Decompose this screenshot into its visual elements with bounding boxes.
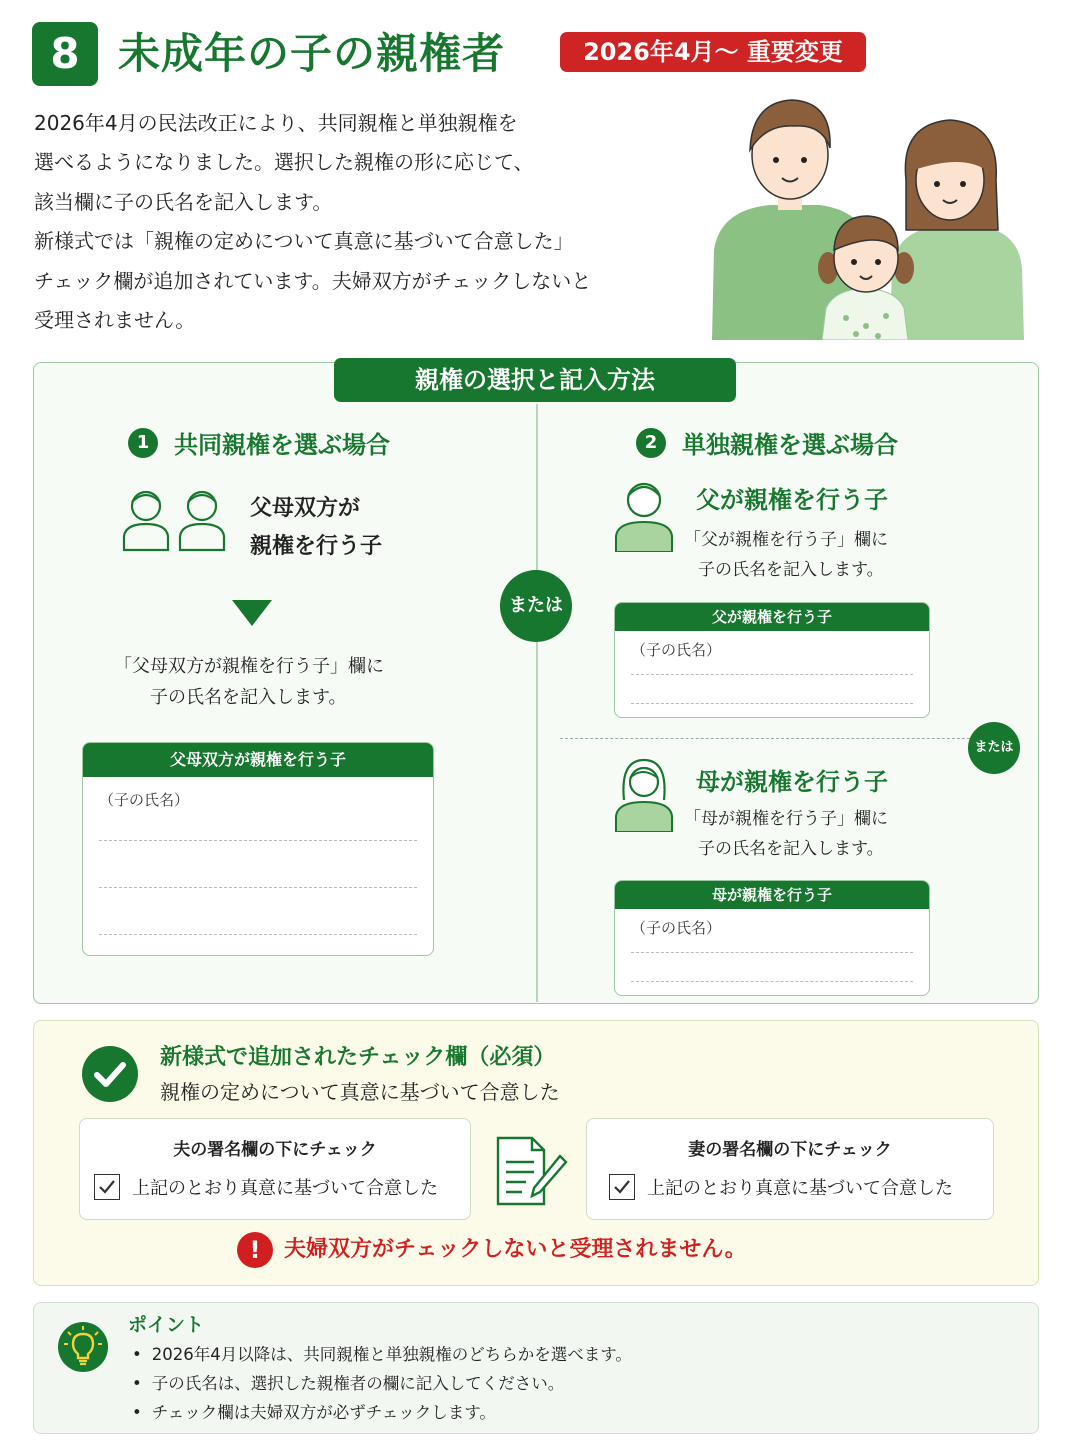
wife-check-title: 妻の署名欄の下にチェック [688,1140,892,1160]
child-name-line[interactable] [631,981,913,982]
form-title: 父が親権を行う子 [615,603,929,631]
note-line: 「父母双方が親権を行う子」欄に [114,656,384,677]
husband-agree-checkbox[interactable] [94,1174,120,1200]
warning-icon: ! [237,1232,273,1268]
joint-note [114,651,384,713]
note-line: 子の氏名を記入します。 [150,687,347,708]
dashed-divider [560,738,990,739]
checkmark-icon [82,1046,138,1102]
or-badge: または [968,722,1020,774]
father-icon [612,474,676,552]
divider [536,404,538,1002]
wife-agree-checkbox[interactable] [609,1174,635,1200]
selection-heading: 親権の選択と記入方法 [334,358,736,402]
mother-custody-form [614,880,930,996]
child-name-line[interactable] [631,952,913,953]
joint-desc-line: 父母双方が [250,496,361,521]
note-line: 子の氏名を記入します。 [698,839,884,859]
point-title: ポイント [128,1314,205,1336]
child-name-line[interactable] [631,674,913,675]
wife-agree-label: 上記のとおり真意に基づいて合意した [647,1178,953,1199]
document-pen-icon [494,1136,568,1206]
child-name-line[interactable] [99,840,417,841]
joint-custody-title: 共同親権を選ぶ場合 [174,431,390,459]
husband-check-box [79,1118,471,1220]
husband-check-title: 夫の署名欄の下にチェック [173,1140,377,1160]
child-name-line[interactable] [99,934,417,935]
intro-line: 受理されません。 [34,308,196,333]
intro-line: 選べるようになりました。選択した親権の形に応じて、 [34,150,534,175]
husband-check-row [94,1174,470,1200]
sole-custody-title: 単独親権を選ぶ場合 [682,431,898,459]
list-item: • チェック欄は夫婦双方が必ずチェックします。 [132,1398,632,1427]
section-number-badge: 8 [32,22,98,86]
child-name-label: （子の氏名） [631,641,722,659]
child-name-line[interactable] [631,703,913,704]
intro-line: 該当欄に子の氏名を記入します。 [34,189,333,214]
form-title: 母が親権を行う子 [615,881,929,909]
family-illustration [700,90,1040,340]
wife-check-row [609,1174,993,1200]
intro-line: 2026年4月の民法改正により、共同親権と単独親権を [34,111,518,135]
intro-text [34,104,694,340]
child-name-label: （子の氏名） [631,919,722,937]
lightbulb-icon [58,1322,108,1372]
list-item: • 子の氏名は、選択した親権者の欄に記入してください。 [132,1369,632,1398]
check-title: 新様式で追加されたチェック欄（必須） [160,1045,556,1070]
intro-line: チェック欄が追加されています。夫婦双方がチェックしないと [34,268,592,293]
warning-text: 夫婦双方がチェックしないと受理されません。 [284,1237,747,1262]
child-name-label: （子の氏名） [99,791,190,809]
note-line: 子の氏名を記入します。 [698,560,884,580]
check-subtitle: 親権の定めについて真意に基づいて合意した [160,1080,560,1104]
list-item: • 2026年4月以降は、共同親権と単独親権のどちらかを選べます。 [132,1340,632,1369]
wife-check-box [586,1118,994,1220]
parents-icon [120,484,230,552]
step-number: 1 [128,428,158,458]
mother-custody-title: 母が親権を行う子 [696,768,888,796]
intro-line: 新様式では「親権の定めについて真意に基づいて合意した」 [34,229,574,254]
check-mark-icon [610,1175,634,1199]
father-custody-form [614,602,930,718]
mother-note [684,804,888,864]
mother-icon [612,754,676,832]
father-custody-title: 父が親権を行う子 [696,486,888,514]
joint-custody-form [82,742,434,956]
page-title: 未成年の子の親権者 [118,29,506,78]
down-arrow-icon [232,600,272,626]
joint-custody-desc [250,490,382,566]
or-badge: または [500,570,572,642]
child-name-line[interactable] [99,887,417,888]
point-list [132,1340,632,1427]
form-title: 父母双方が親権を行う子 [83,743,433,777]
important-change-badge: 2026年4月〜 重要変更 [560,32,866,72]
note-line: 「母が親権を行う子」欄に [684,809,888,829]
check-mark-icon [95,1175,119,1199]
husband-agree-label: 上記のとおり真意に基づいて合意した [132,1178,438,1199]
note-line: 「父が親権を行う子」欄に [684,530,888,550]
joint-desc-line: 親権を行う子 [250,534,383,559]
step-number: 2 [636,428,666,458]
father-note [684,525,888,585]
